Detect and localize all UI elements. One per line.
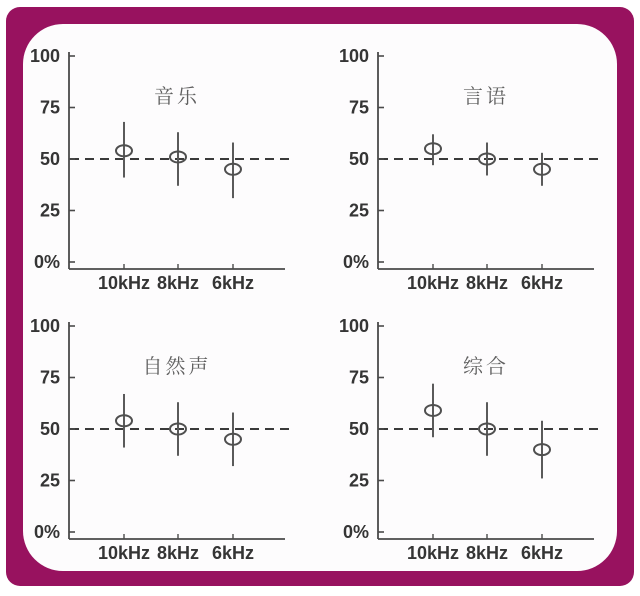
chart-cell-speech [320, 26, 615, 296]
content-panel [23, 24, 617, 571]
x-tick-label-6kHz: 6kHz [520, 543, 564, 563]
x-tick-label-10kHz: 10kHz [97, 273, 151, 293]
x-tick-label-10kHz: 10kHz [406, 543, 460, 563]
y-tick-label: 75 [348, 367, 369, 388]
y-tick-label: 50 [348, 419, 369, 439]
chart-grid [25, 26, 615, 566]
y-tick-label: 25 [39, 470, 60, 491]
y-tick-label: 100 [338, 316, 369, 336]
y-tick-label: 75 [348, 97, 369, 118]
x-tick-label-8kHz: 8kHz [156, 543, 200, 563]
x-tick-label-6kHz: 6kHz [520, 273, 564, 293]
y-tick-label: 75 [39, 97, 60, 118]
y-tick-label: 0% [33, 252, 60, 272]
subplot-music [25, 26, 320, 296]
y-tick-label: 25 [348, 200, 369, 221]
subplot-title-combined: 综合 [463, 356, 509, 378]
chart-cell-combined [320, 296, 615, 566]
y-tick-label: 100 [29, 46, 60, 66]
x-tick-label-10kHz: 10kHz [97, 543, 151, 563]
x-tick-label-8kHz: 8kHz [156, 273, 200, 293]
y-tick-label: 0% [342, 522, 369, 542]
chart-cell-music [25, 26, 320, 296]
y-tick-label: 0% [342, 252, 369, 272]
y-tick-label: 75 [39, 367, 60, 388]
y-tick-label: 50 [39, 419, 60, 439]
y-tick-label: 0% [33, 522, 60, 542]
subplot-natural-sound [25, 296, 320, 566]
y-tick-label: 25 [348, 470, 369, 491]
y-tick-label: 50 [39, 149, 60, 169]
x-tick-label-6kHz: 6kHz [211, 273, 255, 293]
y-tick-label: 50 [348, 149, 369, 169]
y-tick-label: 100 [338, 46, 369, 66]
y-tick-label: 100 [29, 316, 60, 336]
x-tick-label-8kHz: 8kHz [465, 543, 509, 563]
subplot-combined [334, 296, 629, 566]
x-tick-label-6kHz: 6kHz [211, 543, 255, 563]
subplot-title-natural-sound: 自然声 [142, 356, 212, 378]
y-tick-label: 25 [39, 200, 60, 221]
subplot-title-music: 音乐 [154, 86, 200, 108]
x-tick-label-8kHz: 8kHz [465, 273, 509, 293]
x-tick-label-10kHz: 10kHz [406, 273, 460, 293]
chart-cell-natural-sound [25, 296, 320, 566]
subplot-title-speech: 言语 [463, 86, 509, 108]
slide-frame [6, 7, 634, 586]
subplot-speech [334, 26, 629, 296]
